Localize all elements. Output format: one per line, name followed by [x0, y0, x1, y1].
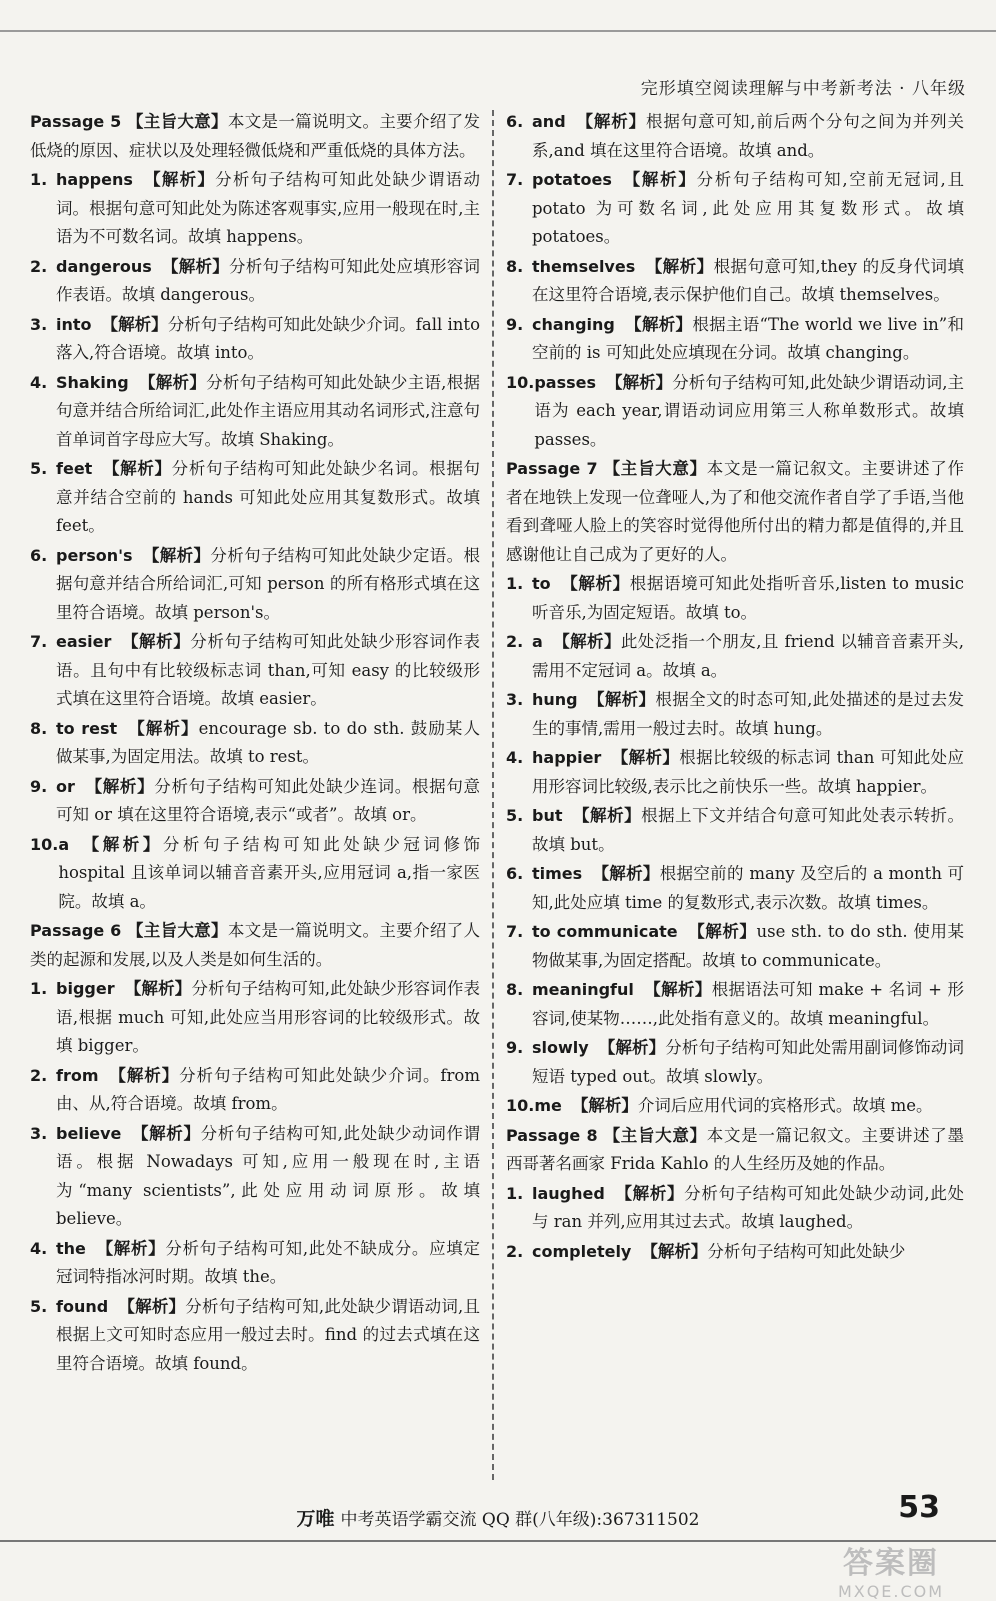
analysis-tag: 【解析】	[142, 545, 211, 565]
watermark-en: MXQE.COM	[837, 1582, 945, 1601]
item-body	[58, 831, 480, 917]
analysis-text: use sth. to do sth. 使用某物做某事,为固定搭配。故填 to communicate。	[532, 922, 965, 970]
item-body	[532, 253, 964, 310]
analysis-text: 分析句子结构可知此处缺少形容词作表语。且句中有比较级标志词 than,可知 easy 的比较级形式填在这里符合语境。故填 easier。	[56, 632, 481, 708]
item-number: 7.	[506, 922, 524, 941]
item-number: 10.	[30, 834, 59, 854]
item-number: 8.	[506, 980, 524, 999]
item-number: 5.	[506, 806, 524, 825]
analysis-text: 介词后应用代词的宾格形式。故填 me。	[637, 1096, 933, 1115]
analysis-text: 分析句子结构可知,空前无冠词,且 potato 为可数名词,此处应用其复数形式。故填 potatoes。	[532, 170, 964, 246]
answer-item	[506, 1092, 964, 1121]
item-body	[532, 1238, 964, 1267]
answer-word: to	[532, 574, 551, 593]
item-body	[532, 976, 964, 1033]
answer-item	[506, 1180, 964, 1237]
footer-text: 中考英语学霸交流 QQ 群(八年级):367311502	[340, 1510, 700, 1530]
item-number: 8.	[30, 718, 48, 738]
answer-word: found	[56, 1296, 109, 1316]
passage-summary	[30, 917, 480, 974]
item-number: 6.	[30, 545, 48, 565]
analysis-tag: 【解析】	[560, 574, 630, 593]
answer-word: the	[56, 1238, 86, 1258]
passage-title: Passage 6	[30, 921, 122, 940]
analysis-tag: 【解析】	[571, 1096, 638, 1115]
left-column	[30, 108, 480, 1379]
answer-item	[506, 570, 964, 627]
answer-item	[506, 744, 964, 801]
analysis-text: 分析句子结构可知此处缺少名词。根据句意并结合空前的 hands 可知此处应用其复数形式。故填 feet。	[56, 459, 481, 535]
item-number: 2.	[30, 256, 48, 276]
item-body	[532, 1034, 964, 1091]
analysis-tag: 【解析】	[643, 980, 712, 999]
item-number: 8.	[506, 256, 524, 276]
item-body	[532, 570, 964, 627]
item-body	[532, 1180, 964, 1237]
footer-brand: 万唯	[296, 1508, 335, 1530]
answer-word: themselves	[532, 256, 636, 276]
item-body	[56, 975, 480, 1061]
item-number: 10.	[506, 1096, 535, 1115]
analysis-text: 分析句子结构可知此处缺少冠词修饰 hospital 且该单词以辅音音素开头,应用冠词 a,指一家医院。故填 a。	[58, 834, 481, 911]
answer-word: hung	[532, 690, 578, 709]
answer-word: or	[56, 776, 75, 796]
item-number: 3.	[506, 690, 524, 709]
answer-item	[506, 802, 964, 859]
item-number: 10.	[506, 372, 535, 392]
item-body	[56, 253, 480, 310]
item-body	[56, 369, 480, 455]
passage-title: Passage 7	[506, 459, 598, 478]
item-number: 1.	[30, 170, 48, 189]
item-number: 9.	[506, 314, 524, 334]
item-number: 4.	[30, 372, 48, 392]
analysis-tag: 【解析】	[587, 690, 656, 709]
page-number: 53	[898, 1490, 940, 1525]
item-body	[532, 108, 964, 165]
analysis-tag: 【解析】	[592, 864, 660, 883]
analysis-text: 根据主语“The world we live in”和空前的 is 可知此处应填现在分词。故填 changing。	[532, 314, 964, 362]
answer-item	[506, 628, 964, 685]
analysis-text: 根据空前的 many 及空后的 a month 可知,此处应填 time 的复数形式,表示次数。故填 times。	[532, 864, 964, 912]
answer-item	[30, 1293, 480, 1379]
analysis-tag: 【解析】	[614, 1183, 685, 1203]
summary-tag: 【主旨大意】	[126, 921, 228, 940]
analysis-text: 分析句子结构可知此处缺少介词。fall into 落入,符合语境。故填 into。	[56, 314, 480, 362]
right-column	[506, 108, 964, 1267]
analysis-text: 分析句子结构可知此处缺少谓语动词。根据句意可知此处为陈述客观事实,应用一般现在时,主语为不可数名词。故填 happens。	[56, 170, 481, 246]
answer-item	[506, 1034, 964, 1091]
analysis-tag: 【解析】	[552, 632, 621, 651]
analysis-tag: 【解析】	[641, 1241, 708, 1261]
summary-text: 本文是一篇说明文。主要介绍了人类的起源和发展,以及人类是如何生活的。	[30, 921, 481, 969]
analysis-tag: 【解析】	[687, 922, 757, 941]
answer-word: and	[532, 112, 566, 131]
analysis-tag: 【解析】	[118, 1296, 186, 1316]
item-body	[56, 1120, 480, 1234]
answer-word: from	[56, 1065, 99, 1085]
summary-text: 本文是一篇记叙文。主要讲述了墨西哥著名画家 Frida Kahlo 的人生经历及她的作品。	[506, 1125, 964, 1173]
item-number: 6.	[506, 112, 524, 131]
watermark-cn: 答案圈	[843, 1546, 939, 1581]
answer-word: happier	[532, 748, 602, 767]
analysis-text: 分析句子结构可知此处缺少主语,根据句意并结合所给词汇,此处作主语应用其动名词形式,注意句首单词首字母应大写。故填 Shaking。	[56, 372, 481, 449]
answer-word: laughed	[532, 1183, 605, 1203]
passage-summary	[506, 1122, 964, 1179]
answer-item	[30, 253, 480, 310]
item-body	[56, 1293, 480, 1379]
analysis-text: 根据全文的时态可知,此处描述的是过去发生的事情,需用一般过去时。故填 hung。	[532, 690, 965, 738]
item-number: 9.	[30, 776, 48, 796]
item-body	[532, 628, 964, 685]
analysis-tag: 【解析】	[121, 632, 191, 651]
answer-word: but	[532, 806, 563, 825]
item-number: 5.	[30, 1296, 48, 1316]
item-number: 4.	[30, 1238, 48, 1258]
answer-item	[30, 166, 480, 252]
analysis-tag: 【解析】	[598, 1038, 666, 1057]
item-body	[56, 455, 480, 541]
answer-word: passes	[534, 372, 597, 392]
answer-item	[30, 715, 480, 772]
answer-item	[30, 773, 480, 830]
answer-item	[506, 918, 964, 975]
analysis-tag: 【解析】	[624, 314, 693, 334]
item-number: 7.	[30, 632, 48, 651]
item-number: 2.	[30, 1065, 48, 1085]
item-body	[532, 802, 964, 859]
answer-word: changing	[532, 314, 615, 334]
answer-word: a	[58, 834, 70, 854]
analysis-tag: 【解析】	[101, 314, 168, 334]
analysis-text: 分析句子结构可知,此处缺少形容词作表语,根据 much 可知,此处应当用形容词的比较级形式。故填 bigger。	[56, 979, 481, 1055]
item-body	[534, 369, 964, 455]
answer-word: into	[56, 314, 92, 334]
analysis-tag: 【解析】	[108, 1065, 180, 1085]
answer-item	[30, 455, 480, 541]
item-number: 5.	[30, 459, 48, 478]
analysis-tag: 【解析】	[79, 834, 163, 854]
analysis-text: 分析句子结构可知此处缺少连词。根据句意可知 or 填在这里符合语境,表示“或者”。故填 or。	[56, 776, 481, 824]
summary-text: 本文是一篇记叙文。主要讲述了作者在地铁上发现一位聋哑人,为了和他交流作者自学了手语,当他看到聋哑人脸上的笑容时觉得他所付出的精力都是值得的,并且感谢他让自己成为了更好的人。	[506, 459, 964, 564]
item-body	[56, 311, 480, 368]
analysis-text: 根据语法可知 make + 名词 + 形容词,使某物……,此处指有意义的。故填 meaningful。	[532, 980, 965, 1028]
running-header: 完形填空阅读理解与中考新考法 · 八年级	[640, 79, 966, 99]
item-body	[56, 1062, 480, 1119]
item-number: 2.	[506, 1241, 524, 1261]
analysis-text: 根据比较级的标志词 than 可知此处应用形容词比较级,表示比之前快乐一些。故填 happier。	[532, 748, 965, 796]
analysis-text: 根据句意可知,they 的反身代词填在这里符合语境,表示保护他们自己。故填 themselves。	[532, 256, 965, 304]
answer-item	[506, 108, 964, 165]
answer-item	[506, 1238, 964, 1267]
answer-item	[30, 311, 480, 368]
analysis-tag: 【解析】	[138, 372, 207, 392]
item-body	[532, 686, 964, 743]
analysis-tag: 【解析】	[124, 979, 192, 998]
analysis-text: 此处泛指一个朋友,且 friend 以辅音音素开头,需用不定冠词 a。故填 a。	[532, 632, 964, 680]
answer-item	[30, 369, 480, 455]
analysis-text: 根据上下文并结合句意可知此处表示转折。故填 but。	[532, 806, 965, 854]
analysis-text: 分析句子结构可知此处需用副词修饰动词短语 typed out。故填 slowly。	[532, 1038, 965, 1086]
answer-word: happens	[56, 170, 133, 189]
answer-word: me	[534, 1096, 562, 1115]
answer-word: slowly	[532, 1038, 589, 1057]
passage-summary	[30, 108, 480, 165]
item-number: 1.	[506, 1183, 524, 1203]
answer-word: person's	[56, 545, 133, 565]
item-body	[56, 1235, 480, 1292]
column-divider	[492, 110, 494, 1480]
analysis-text: 分析句子结构可知,此处缺少谓语动词,主语为 each year,谓语动词应用第三人称单数形式。故填 passes。	[534, 372, 964, 449]
analysis-tag: 【解析】	[131, 1123, 201, 1143]
analysis-text: 分析句子结构可知此处应填形容词作表语。故填 dangerous。	[56, 256, 480, 304]
analysis-tag: 【解析】	[611, 748, 680, 767]
top-rule	[0, 30, 996, 32]
answer-word: times	[532, 864, 583, 883]
answer-word: dangerous	[56, 256, 152, 276]
answer-item	[30, 542, 480, 628]
item-body	[56, 715, 480, 772]
item-number: 2.	[506, 632, 524, 651]
answer-item	[506, 686, 964, 743]
answer-word: Shaking	[56, 372, 129, 392]
answer-word: to communicate	[532, 922, 678, 941]
answer-word: feet	[56, 459, 93, 478]
answer-word: potatoes	[532, 170, 612, 189]
item-number: 3.	[30, 314, 48, 334]
item-body	[534, 1092, 964, 1121]
answer-word: a	[532, 632, 543, 651]
analysis-text: 分析句子结构可知,此处缺少动词作谓语。根据 Nowadays 可知,应用一般现在时,主语为“many scientists”,此处应用动词原形。故填 believe。	[56, 1123, 481, 1228]
summary-text: 本文是一篇说明文。主要介绍了发低烧的原因、症状以及处理轻微低烧和严重低烧的具体方法。	[30, 112, 481, 160]
answer-item	[506, 311, 964, 368]
item-number: 9.	[506, 1038, 524, 1057]
analysis-tag: 【解析】	[645, 256, 714, 276]
answer-word: to rest	[56, 718, 118, 738]
summary-tag: 【主旨大意】	[603, 1125, 707, 1145]
item-body	[56, 166, 480, 252]
analysis-text: encourage sb. to do sth. 鼓励某人做某事,为固定用法。故填 to rest。	[56, 718, 480, 766]
item-number: 6.	[506, 864, 524, 883]
item-body	[532, 860, 964, 917]
watermark-logo	[806, 1538, 976, 1601]
answer-word: believe	[56, 1123, 122, 1143]
passage-summary	[506, 455, 964, 569]
analysis-tag: 【解析】	[606, 372, 673, 392]
item-body	[532, 744, 964, 801]
answer-word: meaningful	[532, 980, 634, 999]
passage-title: Passage 8	[506, 1125, 598, 1145]
item-body	[56, 542, 480, 628]
analysis-tag: 【解析】	[95, 1238, 166, 1258]
answer-item	[30, 628, 480, 714]
item-number: 4.	[506, 748, 524, 767]
answer-item	[30, 1062, 480, 1119]
answer-item	[506, 369, 964, 455]
item-body	[532, 166, 964, 252]
analysis-tag: 【解析】	[84, 776, 155, 796]
item-number: 1.	[30, 979, 48, 998]
analysis-text: 分析句子结构可知,此处缺少谓语动词,且根据上文可知时态应用一般过去时。find 的过去式填在这里符合语境。故填 found。	[56, 1296, 480, 1373]
analysis-text: 根据句意可知,前后两个分句之间为并列关系,and 填在这里符合语境。故填 and。	[532, 112, 964, 160]
footer	[0, 1504, 996, 1536]
answer-word: easier	[56, 632, 112, 651]
answer-item	[506, 166, 964, 252]
answer-word: bigger	[56, 979, 115, 998]
answer-item	[30, 831, 480, 917]
item-body	[56, 773, 480, 830]
summary-tag: 【主旨大意】	[126, 112, 228, 131]
passage-title: Passage 5	[30, 112, 122, 131]
analysis-tag: 【解析】	[127, 718, 199, 738]
item-number: 7.	[506, 170, 524, 189]
analysis-text: 分析句子结构可知,此处不缺成分。应填定冠词特指冰河时期。故填 the。	[56, 1238, 481, 1286]
item-number: 1.	[506, 574, 524, 593]
analysis-text: 分析句子结构可知此处缺少定语。根据句意并结合所给词汇,可知 person 的所有格形式填在这里符合语境。故填 person's。	[56, 545, 481, 622]
item-body	[532, 311, 964, 368]
item-body	[56, 628, 480, 714]
analysis-tag: 【解析】	[161, 256, 229, 276]
analysis-text: 根据语境可知此处指听音乐,listen to music 听音乐,为固定短语。故填 to。	[532, 574, 964, 622]
analysis-tag: 【解析】	[572, 806, 642, 825]
answer-word: completely	[532, 1241, 632, 1261]
answer-item	[30, 1235, 480, 1292]
analysis-tag: 【解析】	[142, 170, 216, 189]
analysis-text: 分析句子结构可知此处缺少动词,此处与 ran 并列,应用其过去式。故填 laughed。	[532, 1183, 965, 1231]
answer-item	[506, 253, 964, 310]
analysis-tag: 【解析】	[621, 170, 697, 189]
analysis-text: 分析句子结构可知此处缺少介词。from 由、从,符合语境。故填 from。	[56, 1065, 481, 1113]
analysis-text: 分析句子结构可知此处缺少	[707, 1241, 906, 1261]
answer-item	[506, 976, 964, 1033]
summary-tag: 【主旨大意】	[603, 459, 707, 478]
answer-item	[30, 1120, 480, 1234]
analysis-tag: 【解析】	[575, 112, 647, 131]
answer-item	[506, 860, 964, 917]
answer-item	[30, 975, 480, 1061]
item-number: 3.	[30, 1123, 48, 1143]
item-body	[532, 918, 964, 975]
analysis-tag: 【解析】	[102, 459, 172, 478]
